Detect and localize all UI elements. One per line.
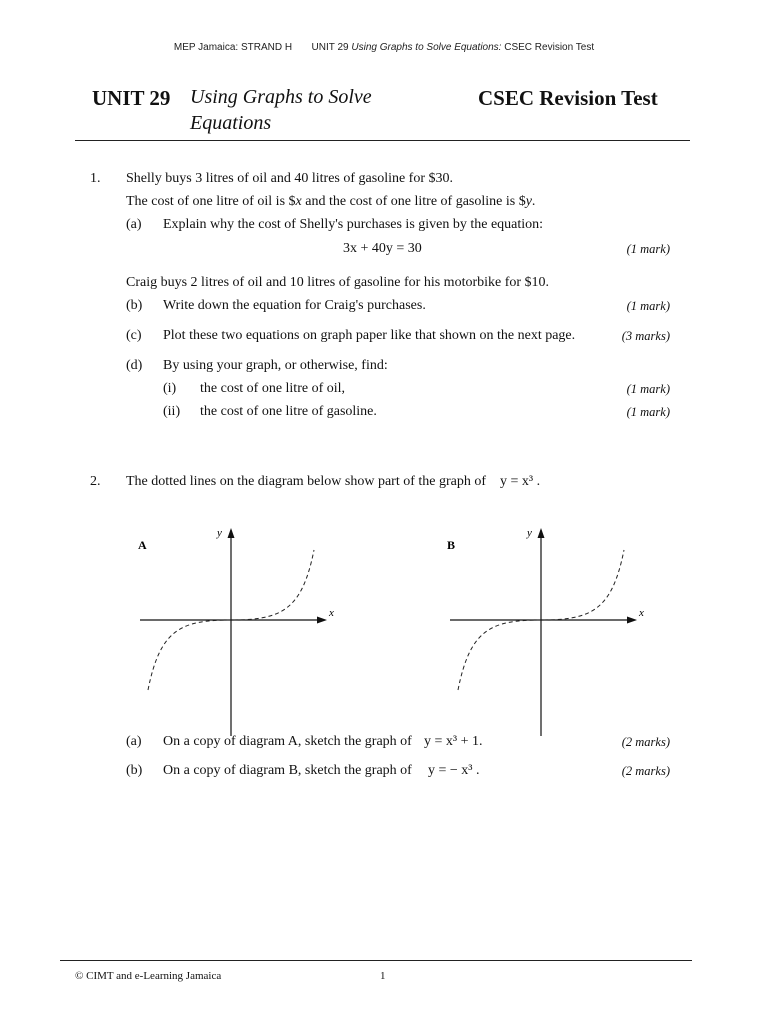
q1di-label: (i) [163, 381, 177, 396]
title-unit: UNIT 29 [92, 86, 171, 110]
q1dii-text: the cost of one litre of gasoline. [200, 404, 377, 419]
q1-intro-1: Shelly buys 3 litres of oil and 40 litres of gasoline for $30. [126, 171, 454, 186]
q1di-text: the cost of one litre of oil, [200, 381, 346, 396]
q1-intro-2-b: and the cost of one litre of gasoline is $ [301, 194, 526, 209]
q1a-label: (a) [126, 217, 142, 232]
footer-copyright: © CIMT and e-Learning Jamaica [75, 970, 222, 982]
q2-equation: y = x³ . [500, 474, 541, 489]
q1c-label: (c) [126, 328, 142, 343]
diagram-a-y-label: y [217, 527, 222, 539]
diagram-b-x-label: x [639, 607, 644, 619]
diagram-a-x-label: x [329, 607, 334, 619]
q2a-marks: (2 marks) [621, 735, 670, 749]
running-header-unit: UNIT 29 [311, 42, 349, 53]
running-header-right: CSEC Revision Test [504, 42, 595, 53]
title-rule [75, 140, 690, 141]
q1-intro-2-a: The cost of one litre of oil is $ [126, 194, 296, 209]
q2-text: The dotted lines on the diagram below show part of the graph of [126, 474, 487, 489]
diagram-b-y-arrow [538, 528, 545, 538]
q1-intro-2-x: x [295, 194, 302, 209]
running-header-left: MEP Jamaica: STRAND H [173, 42, 293, 53]
diagram-a-x-arrow [317, 617, 327, 624]
q2b-marks: (2 marks) [621, 764, 670, 778]
q2a-equation: y = x³ + 1. [424, 734, 483, 749]
q1a-text: Explain why the cost of Shelly's purchases is given by the equation: [163, 217, 544, 232]
q1a-marks: (1 mark) [626, 242, 670, 256]
q1d-label: (d) [126, 358, 143, 373]
q2b-equation: y = − x³ . [428, 763, 480, 778]
q1dii-label: (ii) [163, 404, 181, 419]
running-header-title: Using Graphs to Solve Equations: [351, 42, 502, 53]
running-header [0, 42, 768, 53]
q1-craig: Craig buys 2 litres of oil and 10 litres of gasoline for his motorbike for $10. [126, 275, 550, 290]
diagram-b-y-label: y [527, 527, 532, 539]
diagram-a-y-arrow [228, 528, 235, 538]
diagram-b-x-arrow [627, 617, 637, 624]
q1c-marks: (3 marks) [621, 329, 670, 343]
diagram-b [440, 518, 650, 740]
q1di-marks: (1 mark) [626, 382, 670, 396]
q2b-text: On a copy of diagram B, sketch the graph of [163, 763, 412, 778]
q1-intro-2-c: . [531, 194, 536, 209]
q1b-text: Write down the equation for Craig's purchases. [163, 298, 426, 313]
q1d-text: By using your graph, or otherwise, find: [163, 358, 388, 373]
diagram-a [130, 518, 340, 740]
q1c-text: Plot these two equations on graph paper like that shown on the next page. [163, 328, 576, 343]
q1b-marks: (1 mark) [626, 299, 670, 313]
q2-number: 2. [90, 474, 101, 489]
q2b-label: (b) [126, 763, 143, 778]
page-number: 1 [380, 970, 386, 982]
diagram-b-label: B [447, 538, 456, 552]
diagram-a-label: A [138, 538, 147, 552]
footer-rule [60, 960, 692, 961]
q1b-label: (b) [126, 298, 143, 313]
q2a-text: On a copy of diagram A, sketch the graph of [163, 734, 412, 749]
q1-intro-2-y: y [525, 194, 532, 209]
q1-number: 1. [90, 171, 101, 186]
q2a-label: (a) [126, 734, 142, 749]
q1a-equation: 3x + 40y = 30 [343, 241, 422, 256]
title-line1: Using Graphs to Solve [190, 86, 372, 108]
q1dii-marks: (1 mark) [626, 405, 670, 419]
title-right: CSEC Revision Test [478, 86, 658, 110]
q1-intro-2 [126, 194, 535, 210]
title-line2: Equations [190, 112, 272, 134]
